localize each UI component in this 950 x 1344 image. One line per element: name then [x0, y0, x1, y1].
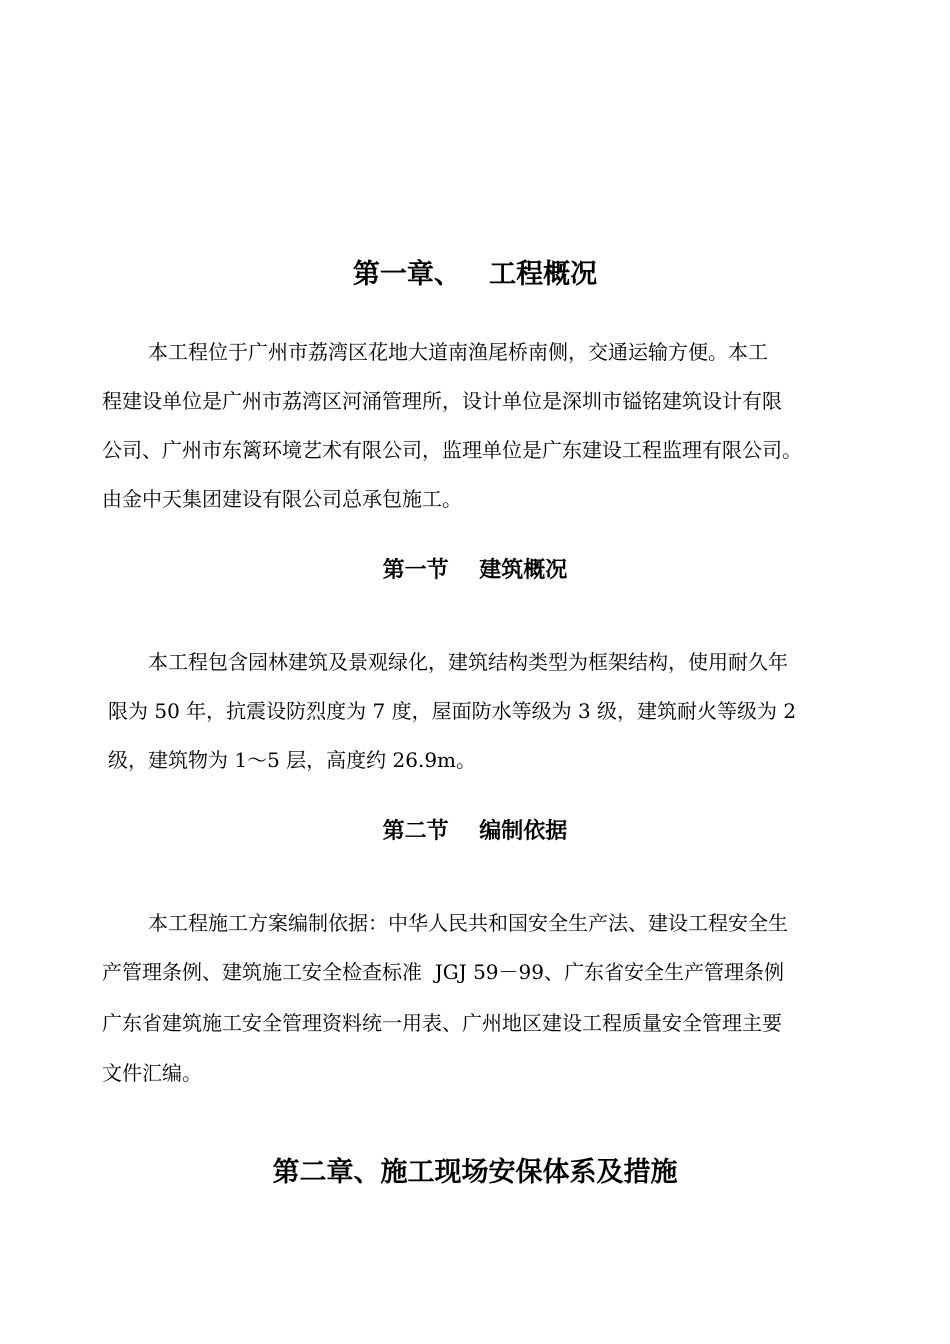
section-2-para-line-4: 文件汇编。 — [102, 1061, 202, 1085]
chapter-1-para-line-3: 公司、广州市东篱环境艺术有限公司，监理单位是广东建设工程监理有限公司。 — [102, 438, 802, 462]
section-2-para-line-2: 产管理条例、建筑施工安全检查标准 JGJ 59－99、广东省安全生产管理条例 — [102, 960, 784, 984]
section-2-title: 第二节 编制依据 — [382, 819, 568, 844]
chapter-2-title: 第二章、施工现场安保体系及措施 — [272, 1157, 678, 1188]
section-1-title: 第一节 建筑概况 — [382, 558, 568, 583]
section-2-para-line-3: 广东省建筑施工安全管理资料统一用表、广州地区建设工程质量安全管理主要 — [102, 1011, 782, 1035]
chapter-1-para-line-1: 本工程位于广州市荔湾区花地大道南渔尾桥南侧，交通运输方便。本工 — [148, 340, 768, 364]
chapter-1-para-line-4: 由金中天集团建设有限公司总承包施工。 — [102, 487, 462, 511]
section-2-para-line-1: 本工程施工方案编制依据：中华人民共和国安全生产法、建设工程安全生 — [148, 911, 788, 935]
section-1-para-line-1: 本工程包含园林建筑及景观绿化，建筑结构类型为框架结构，使用耐久年 — [148, 650, 788, 674]
chapter-1-title: 第一章、 工程概况 — [352, 259, 598, 290]
chapter-1-para-line-2: 程建设单位是广州市荔湾区河涌管理所，设计单位是深圳市镒铭建筑设计有限 — [102, 389, 782, 413]
section-1-para-line-2: 限为 50 年，抗震设防烈度为 7 度，屋面防水等级为 3 级，建筑耐火等级为 2 — [108, 699, 797, 723]
section-1-para-line-3: 级，建筑物为 1～5 层，高度约 26.9m。 — [108, 748, 477, 772]
